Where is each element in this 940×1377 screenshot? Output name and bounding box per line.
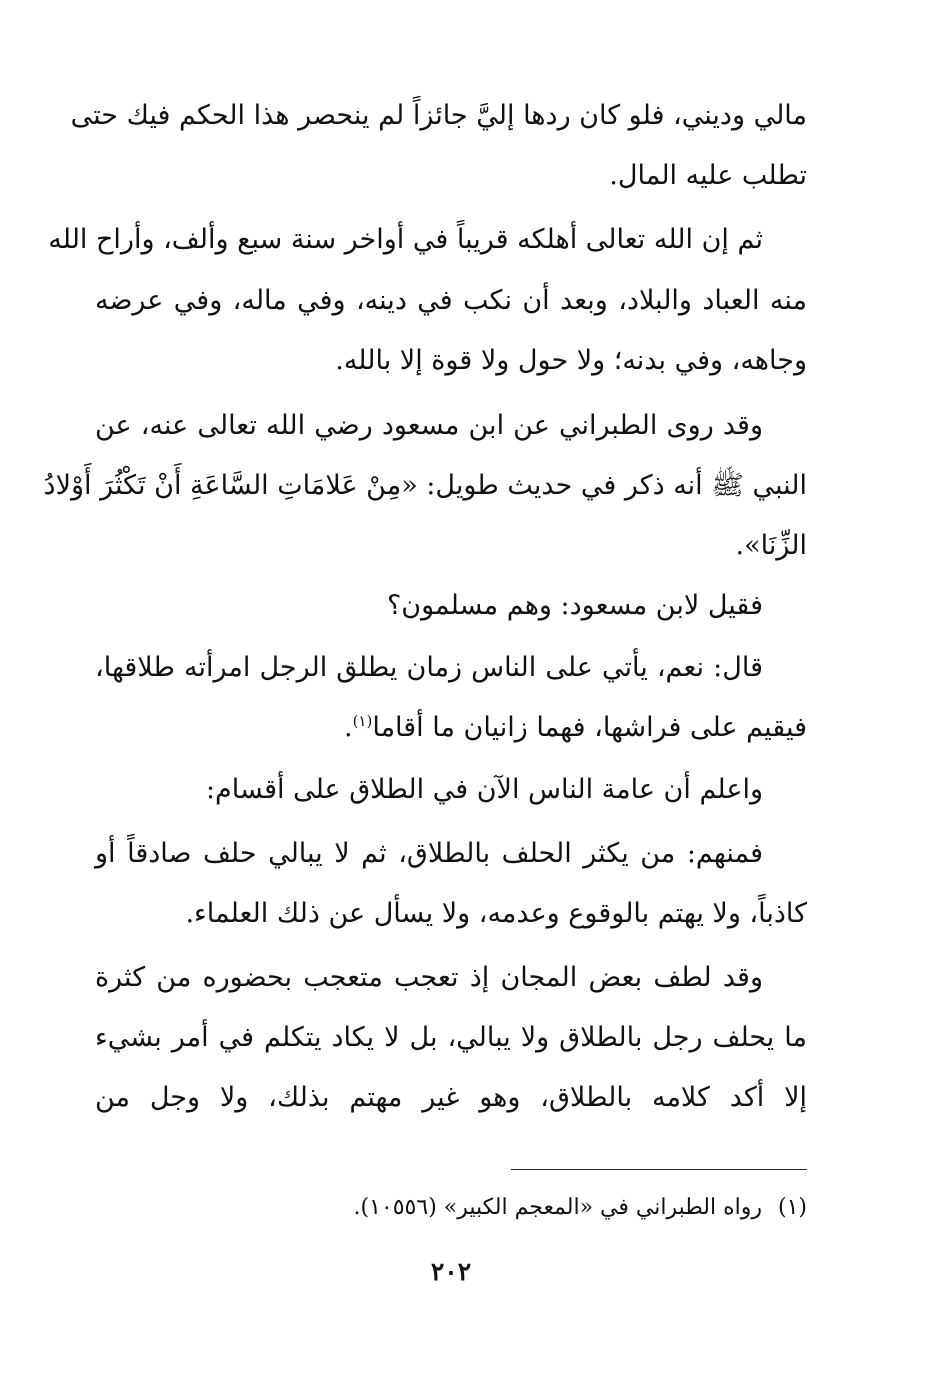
text-line-12: واعلم أن عامة الناس الآن في الطلاق على أقسام:	[205, 774, 763, 805]
text-line-8: الزِّنَا».	[735, 530, 807, 561]
footnote-reference: (١)	[352, 712, 373, 730]
text-line-14: كاذباً، ولا يهتم بالوقوع وعدمه، ولا يسأل عن ذلك العلماء.	[185, 898, 807, 929]
text-line-3: ثم إن الله تعالى أهلكه قريباً في أواخر سنة سبع وألف، وأراح الله	[48, 224, 763, 255]
text-line-10: قال: نعم، يأتي على الناس زمان يطلق الرجل امرأته طلاقها،	[95, 652, 763, 683]
text-line-1: مالي وديني، فلو كان ردها إليَّ جائزاً لم ينحصر هذا الحكم فيك حتى	[70, 100, 807, 131]
footnote-number: (١)	[777, 1195, 807, 1220]
page-number: ٢٠٢	[430, 1257, 472, 1286]
text-line-17: إلا أكد كلامه بالطلاق، وهو غير مهتم بذلك، ولا وجل من	[95, 1082, 807, 1113]
text-line-7: النبي ﷺ أنه ذكر في حديث طويل: «مِنْ عَلامَاتِ السَّاعَةِ أَنْ تَكْثُرَ أَوْلادُ	[43, 470, 807, 501]
text-line-11-period: .	[343, 712, 353, 743]
text-line-4: منه العباد والبلاد، وبعد أن نكب في دينه، وفي ماله، وفي عرضه	[95, 285, 807, 316]
text-line-16: ما يحلف رجل بالطلاق ولا يبالي، بل لا يكاد يتكلم في أمر بشيء	[95, 1022, 807, 1053]
footnote	[95, 1188, 807, 1228]
text-line-9: فقيل لابن مسعود: وهم مسلمون؟	[386, 590, 763, 621]
footnote-divider	[511, 1169, 807, 1170]
text-line-15: وقد لطف بعض المجان إذ تعجب متعجب بحضوره من كثرة	[95, 962, 763, 993]
text-line-13: فمنهم: من يكثر الحلف بالطلاق، ثم لا يبالي حلف صادقاً أو	[95, 838, 763, 869]
book-page	[43, 0, 807, 1377]
text-line-6: وقد روى الطبراني عن ابن مسعود رضي الله تعالى عنه، عن	[95, 410, 763, 441]
text-line-2: تطلب عليه المال.	[609, 160, 807, 191]
text-line-11	[95, 700, 807, 756]
text-line-5: وجاهه، وفي بدنه؛ ولا حول ولا قوة إلا بالله.	[335, 345, 807, 376]
text-line-11-body: فيقيم على فراشها، فهما زانيان ما أقاما	[372, 712, 807, 743]
footnote-text: رواه الطبراني في «المعجم الكبير» (١٠٥٥٦).	[353, 1195, 762, 1220]
